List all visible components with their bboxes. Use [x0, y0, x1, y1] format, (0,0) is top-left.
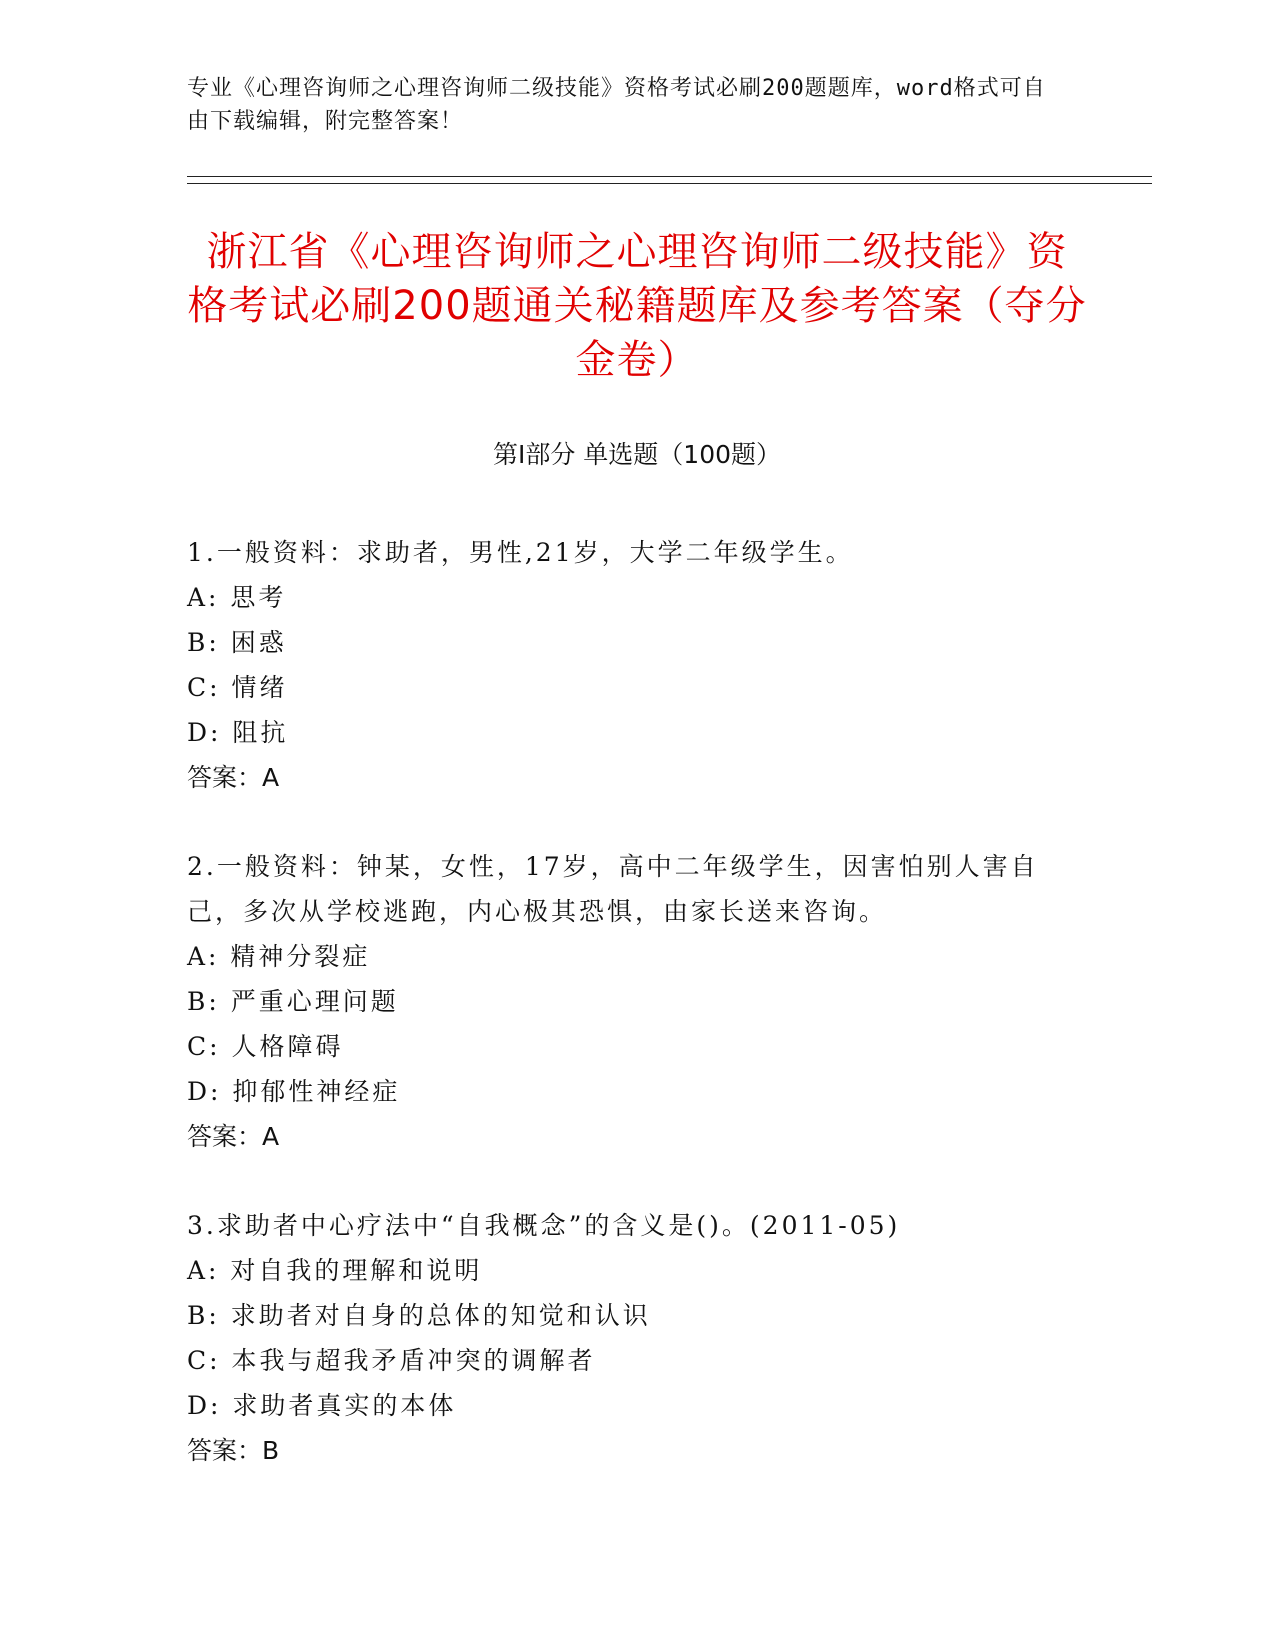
option-c: C: 情绪 — [187, 673, 288, 702]
option-b: B: 严重心理问题 — [187, 987, 399, 1016]
question-stem: 1.一般资料：求助者，男性,21岁，大学二年级学生。 — [187, 538, 854, 567]
option-b: B: 求助者对自身的总体的知觉和认识 — [187, 1301, 651, 1330]
header-note: 专业《心理咨询师之心理咨询师二级技能》资格考试必刷200题题库，word格式可自由下载编辑，附完整答案！ — [187, 76, 1046, 134]
option-b: B: 困惑 — [187, 628, 287, 657]
question-stem: 3.求助者中心疗法中“自我概念”的含义是()。(2011-05) — [187, 1211, 901, 1240]
option-a: A: 对自我的理解和说明 — [187, 1256, 483, 1285]
option-c: C: 本我与超我矛盾冲突的调解者 — [187, 1346, 596, 1375]
option-d: D: 求助者真实的本体 — [187, 1391, 457, 1420]
question-2 — [187, 844, 1067, 1159]
header-divider-bottom — [187, 183, 1152, 184]
section-title: 第I部分 单选题（100题） — [492, 440, 782, 469]
question-3 — [187, 1203, 1067, 1473]
option-a: A: 精神分裂症 — [187, 942, 371, 971]
option-a: A: 思考 — [187, 583, 287, 612]
question-1 — [187, 530, 1067, 800]
document-title: 浙江省《心理咨询师之心理咨询师二级技能》资格考试必刷200题通关秘籍题库及参考答案（夺分金卷） — [187, 229, 1087, 383]
option-d: D: 抑郁性神经症 — [187, 1077, 401, 1106]
question-list — [187, 530, 1067, 1517]
question-stem: 2.一般资料：钟某，女性，17岁，高中二年级学生，因害怕别人害自己，多次从学校逃跑，内心极其恐惧，由家长送来咨询。 — [187, 852, 1039, 926]
answer: 答案：B — [187, 1436, 280, 1465]
option-d: D: 阻抗 — [187, 718, 289, 747]
header-divider-top — [187, 176, 1152, 177]
answer: 答案：A — [187, 1122, 280, 1151]
option-c: C: 人格障碍 — [187, 1032, 344, 1061]
answer: 答案：A — [187, 763, 280, 792]
